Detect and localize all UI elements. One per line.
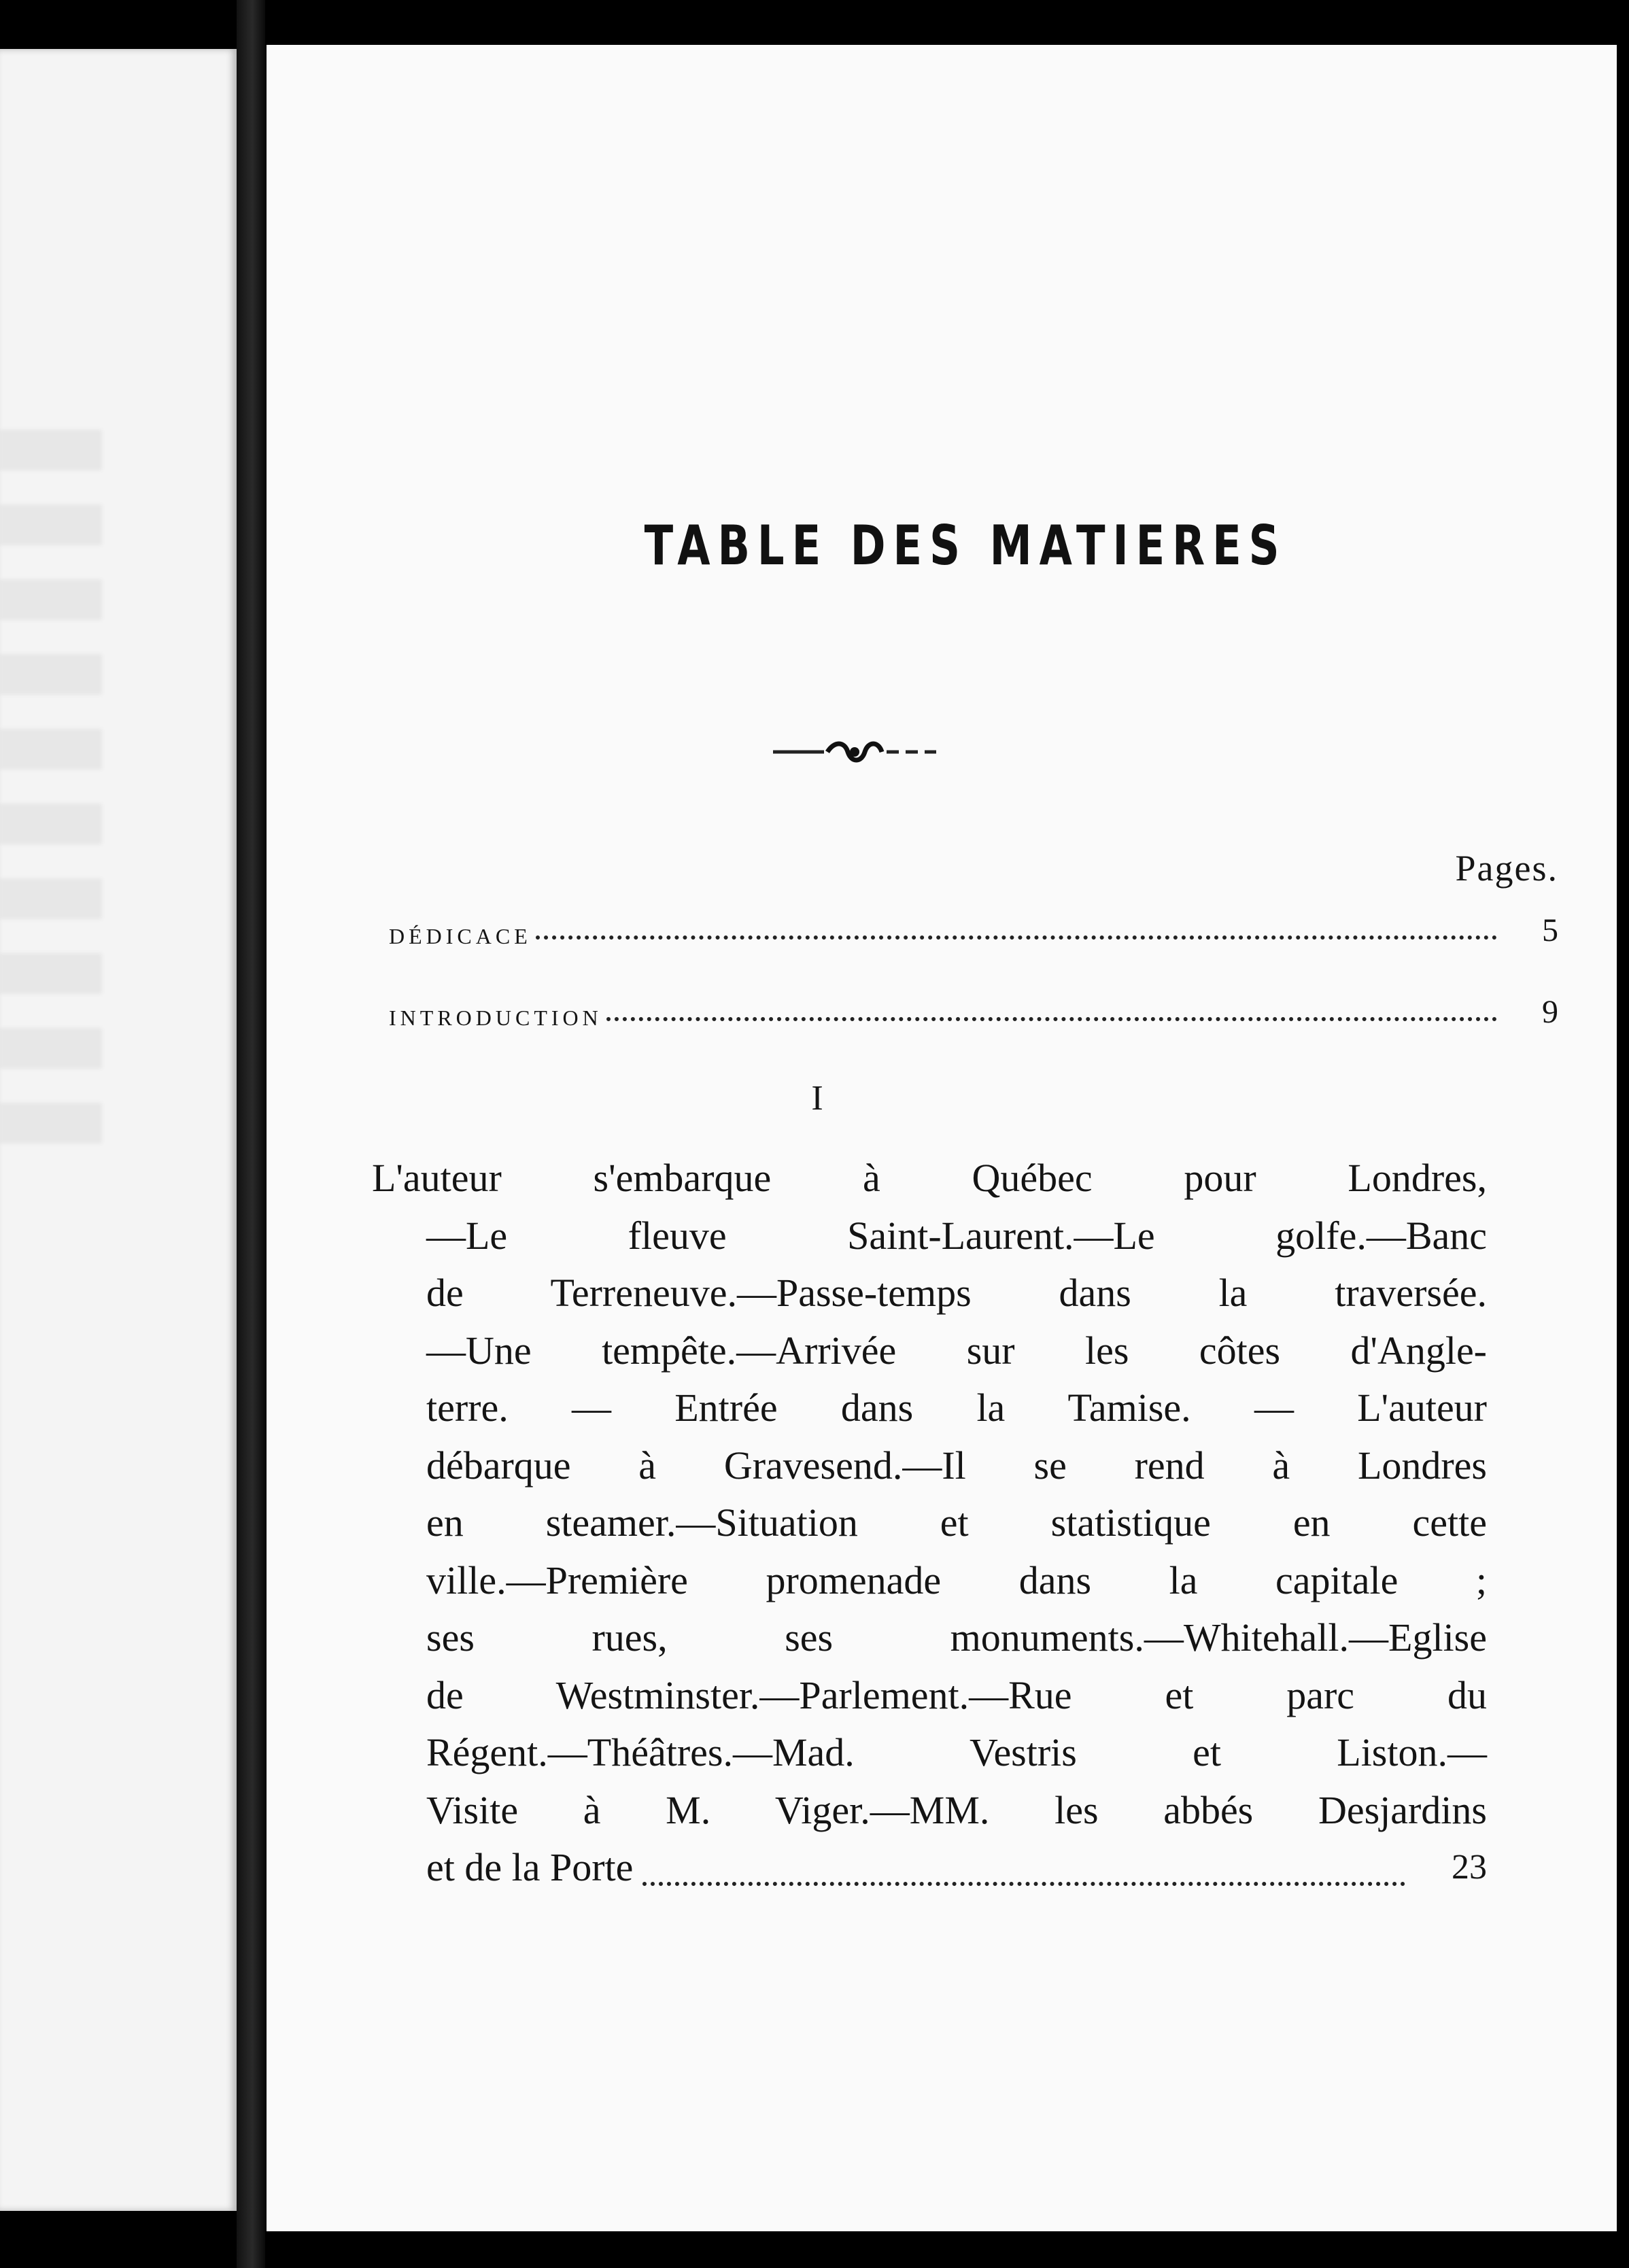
summary-line: en steamer.—Situation et statistique en cette (426, 1500, 1487, 1545)
summary-line: terre. — Entrée dans la Tamise. — L'auteur (426, 1386, 1487, 1430)
chapter-number: I (811, 1079, 823, 1118)
book-gutter (237, 0, 265, 2268)
summary-line: ses rues, ses monuments.—Whitehall.—Eglise (426, 1615, 1487, 1660)
toc-entry-introduction[interactable] (389, 983, 1558, 1031)
table-of-contents-page (267, 45, 1617, 2231)
chapter-page: 23 (1452, 1848, 1487, 1887)
dot-leader (606, 1017, 1497, 1021)
toc-entry-page: 5 (1542, 912, 1558, 948)
toc-entry-page: 9 (1542, 994, 1558, 1030)
toc-entry-dedicace[interactable] (389, 901, 1558, 949)
dot-leader (642, 1882, 1405, 1886)
summary-line: de Terreneuve.—Passe-temps dans la traversée. (426, 1271, 1487, 1315)
summary-line: et de la Porte (426, 1845, 634, 1889)
summary-line: débarque à Gravesend.—Il se rend à Londres (426, 1443, 1487, 1488)
summary-line: Régent.—Théâtres.—Mad. Vestris et Liston.— (426, 1730, 1487, 1774)
summary-last-line (372, 1839, 1487, 1897)
summary-line: de Westminster.—Parlement.—Rue et parc du (426, 1672, 1487, 1717)
summary-line: L'auteur s'embarque à Québec pour Londres, (372, 1156, 1487, 1200)
page-title: TABLE DES MATIERES (644, 514, 1287, 577)
bleed-through-text (0, 430, 102, 1178)
toc-entry-label: DÉDICACE (389, 924, 532, 948)
summary-line: —Le fleuve Saint-Laurent.—Le golfe.—Banc (426, 1213, 1487, 1258)
chapter-summary[interactable] (372, 1150, 1487, 1897)
ornament-divider-icon (770, 732, 940, 772)
pages-column-header: Pages. (1455, 848, 1558, 889)
dot-leader (536, 935, 1497, 940)
summary-line: —Une tempête.—Arrivée sur les côtes d'Angle- (426, 1328, 1487, 1373)
summary-line: ville.—Première promenade dans la capitale ; (426, 1558, 1487, 1602)
toc-entry-label: INTRODUCTION (389, 1006, 602, 1030)
previous-page (0, 49, 237, 2211)
summary-line: Visite à M. Viger.—MM. les abbés Desjardins (426, 1787, 1487, 1832)
